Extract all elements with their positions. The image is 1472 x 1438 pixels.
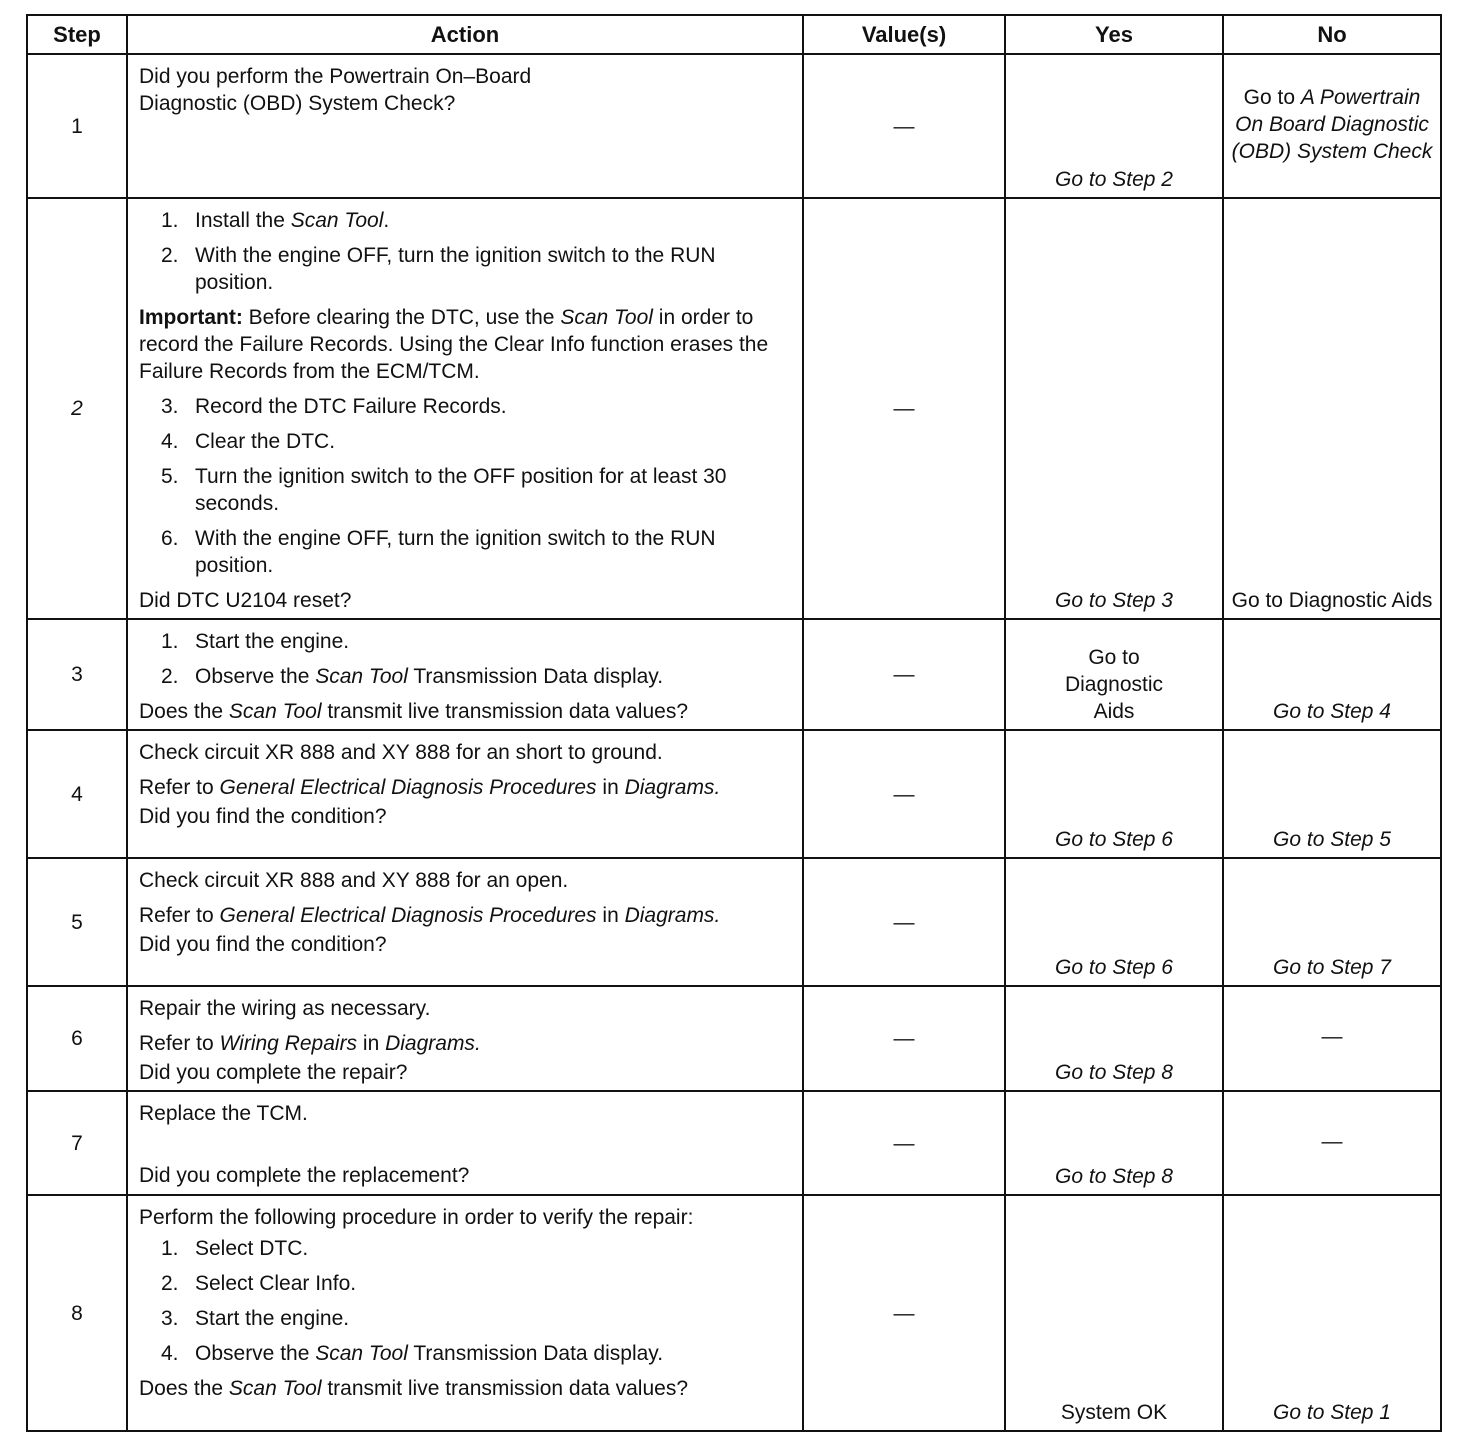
step-number: 4 xyxy=(27,730,127,858)
list-number: 4. xyxy=(161,1342,179,1365)
yes-cell: Go to Diagnostic Aids xyxy=(1005,619,1223,730)
no-cell: Go to Step 4 xyxy=(1223,619,1441,730)
reference-text: Refer to xyxy=(139,776,220,799)
list-number: 3. xyxy=(161,1307,179,1330)
header-yes: Yes xyxy=(1005,15,1223,54)
action-cell xyxy=(127,54,803,198)
list-number: 1. xyxy=(161,630,179,653)
value-cell: — xyxy=(803,986,1005,1091)
question-text-italic: Scan Tool xyxy=(228,700,322,723)
action-text: Replace the TCM. xyxy=(139,1102,308,1125)
reference-text: . xyxy=(474,1032,481,1055)
reference-link: Diagrams xyxy=(624,904,715,927)
list-text: With the engine OFF, turn the ignition switch to the RUN position. xyxy=(195,527,716,577)
list-number: 2. xyxy=(161,1272,179,1295)
value-cell: — xyxy=(803,54,1005,198)
list-text: Install the xyxy=(195,209,291,232)
list-item xyxy=(139,207,792,234)
yes-cell: Go to Step 2 xyxy=(1005,54,1223,198)
list-text-italic: Scan Tool xyxy=(290,209,384,232)
no-cell: Go to Step 5 xyxy=(1223,730,1441,858)
list-number: 2. xyxy=(161,244,179,267)
question-text: transmit live transmission data values? xyxy=(321,700,689,723)
list-item xyxy=(139,393,792,420)
list-text: Select DTC. xyxy=(195,1237,309,1260)
action-text: Check circuit XR 888 and XY 888 for an short to ground. xyxy=(139,741,663,764)
value-cell: — xyxy=(803,619,1005,730)
yes-cell: System OK xyxy=(1005,1195,1223,1431)
action-cell xyxy=(127,619,803,730)
value-cell: — xyxy=(803,198,1005,619)
reference-text: in xyxy=(357,1032,386,1055)
no-cell: Go to Step 1 xyxy=(1223,1195,1441,1431)
list-item xyxy=(139,463,792,517)
action-question: Did DTC U2104 reset? xyxy=(139,589,352,612)
list-item xyxy=(139,663,792,690)
action-text: Repair the wiring as necessary. xyxy=(139,997,431,1020)
header-values: Value(s) xyxy=(803,15,1005,54)
diagnostic-table xyxy=(26,14,1442,1432)
action-cell xyxy=(127,198,803,619)
table-row xyxy=(27,619,1441,730)
action-question xyxy=(139,1375,792,1402)
list-item xyxy=(139,1270,792,1297)
value-cell: — xyxy=(803,730,1005,858)
action-question xyxy=(139,698,792,725)
reference-text: Refer to xyxy=(139,1032,220,1055)
header-row xyxy=(27,15,1441,54)
list-text: Record the DTC Failure Records. xyxy=(195,395,507,418)
reference-link: Diagrams xyxy=(385,1032,475,1055)
reference-text: in xyxy=(596,904,625,927)
action-question: Did you perform the Powertrain On–Board Diagnostic (OBD) System Check? xyxy=(139,65,532,115)
list-item xyxy=(139,242,792,296)
no-cell xyxy=(1223,54,1441,198)
yes-cell: Go to Step 8 xyxy=(1005,986,1223,1091)
spacer xyxy=(139,1135,792,1162)
action-cell xyxy=(127,1195,803,1431)
reference-text: Refer to xyxy=(139,904,220,927)
no-link: A Powertrain On Board Diagnostic (OBD) System Check xyxy=(1231,85,1433,163)
table-row xyxy=(27,1091,1441,1195)
no-cell: Go to Diagnostic Aids xyxy=(1223,198,1441,619)
no-cell: Go to Step 7 xyxy=(1223,858,1441,986)
question-text: transmit live transmission data values? xyxy=(321,1377,689,1400)
action-cell xyxy=(127,858,803,986)
action-cell xyxy=(127,730,803,858)
step-number: 2 xyxy=(27,198,127,619)
note-text: Before clearing the DTC, use the xyxy=(242,306,561,329)
list-item xyxy=(139,525,792,579)
list-item xyxy=(139,628,792,655)
list-text-italic: Scan Tool xyxy=(315,665,408,688)
action-reference xyxy=(139,902,792,929)
action-text: Check circuit XR 888 and XY 888 for an open. xyxy=(139,869,569,892)
header-action: Action xyxy=(127,15,803,54)
table-row xyxy=(27,858,1441,986)
table-row xyxy=(27,54,1441,198)
list-number: 6. xyxy=(161,527,179,550)
list-text: Clear the DTC. xyxy=(195,430,336,453)
table-row xyxy=(27,1195,1441,1431)
table-row xyxy=(27,730,1441,858)
list-item xyxy=(139,1340,792,1367)
list-number: 5. xyxy=(161,465,179,488)
step-number: 6 xyxy=(27,986,127,1091)
reference-link: Wiring Repairs xyxy=(219,1032,358,1055)
value-cell: — xyxy=(803,858,1005,986)
list-number: 3. xyxy=(161,395,179,418)
list-text: Start the engine. xyxy=(195,1307,350,1330)
list-text-italic: Scan Tool xyxy=(315,1342,408,1365)
no-cell: — xyxy=(1223,986,1441,1091)
step-number: 7 xyxy=(27,1091,127,1195)
yes-cell: Go to Step 6 xyxy=(1005,858,1223,986)
list-text: . xyxy=(383,209,390,232)
table-row xyxy=(27,986,1441,1091)
action-text: Perform the following procedure in order to verify the repair: xyxy=(139,1206,694,1229)
yes-cell: Go to Step 6 xyxy=(1005,730,1223,858)
step-number: 1 xyxy=(27,54,127,198)
list-number: 2. xyxy=(161,665,179,688)
list-text: Observe the xyxy=(195,665,316,688)
action-cell xyxy=(127,1091,803,1195)
action-reference xyxy=(139,1030,792,1057)
step-number: 3 xyxy=(27,619,127,730)
list-number: 4. xyxy=(161,430,179,453)
yes-cell: Go to Step 3 xyxy=(1005,198,1223,619)
value-cell: — xyxy=(803,1195,1005,1431)
value-cell: — xyxy=(803,1091,1005,1195)
action-question: Did you find the condition? xyxy=(139,805,387,828)
list-text: With the engine OFF, turn the ignition switch to the RUN position. xyxy=(195,244,716,294)
list-text: Observe the xyxy=(195,1342,316,1365)
reference-text: . xyxy=(714,776,721,799)
reference-link: General Electrical Diagnosis Procedures xyxy=(219,776,597,799)
list-text: Turn the ignition switch to the OFF position for at least 30 seconds. xyxy=(195,465,727,515)
important-note xyxy=(139,304,792,385)
question-text-italic: Scan Tool xyxy=(228,1377,322,1400)
table-row xyxy=(27,198,1441,619)
list-number: 1. xyxy=(161,209,179,232)
reference-link: Diagrams xyxy=(624,776,715,799)
list-text: Start the engine. xyxy=(195,630,350,653)
list-item xyxy=(139,1305,792,1332)
list-text: Transmission Data display. xyxy=(407,665,664,688)
yes-cell: Go to Step 8 xyxy=(1005,1091,1223,1195)
list-item xyxy=(139,1235,792,1262)
question-text: Does the xyxy=(139,1377,229,1400)
action-question: Did you complete the repair? xyxy=(139,1061,408,1084)
list-number: 1. xyxy=(161,1237,179,1260)
note-text-italic: Scan Tool xyxy=(560,306,653,329)
list-text: Select Clear Info. xyxy=(195,1272,357,1295)
action-question: Did you find the condition? xyxy=(139,933,387,956)
reference-text: . xyxy=(714,904,721,927)
no-cell: — xyxy=(1223,1091,1441,1195)
reference-text: in xyxy=(596,776,625,799)
header-no: No xyxy=(1223,15,1441,54)
list-text: Transmission Data display. xyxy=(407,1342,664,1365)
list-item xyxy=(139,428,792,455)
note-text: in order to record the Failure Records. Using the Clear Info function erases the Failure Records from the ECM/TCM. xyxy=(139,306,769,383)
no-prefix: Go to xyxy=(1243,85,1301,109)
step-number: 8 xyxy=(27,1195,127,1431)
important-label: Important: xyxy=(139,306,243,329)
action-cell xyxy=(127,986,803,1091)
action-question: Did you complete the replacement? xyxy=(139,1164,470,1187)
reference-link: General Electrical Diagnosis Procedures xyxy=(219,904,597,927)
question-text: Does the xyxy=(139,700,229,723)
step-number: 5 xyxy=(27,858,127,986)
action-reference xyxy=(139,774,792,801)
header-step: Step xyxy=(27,15,127,54)
